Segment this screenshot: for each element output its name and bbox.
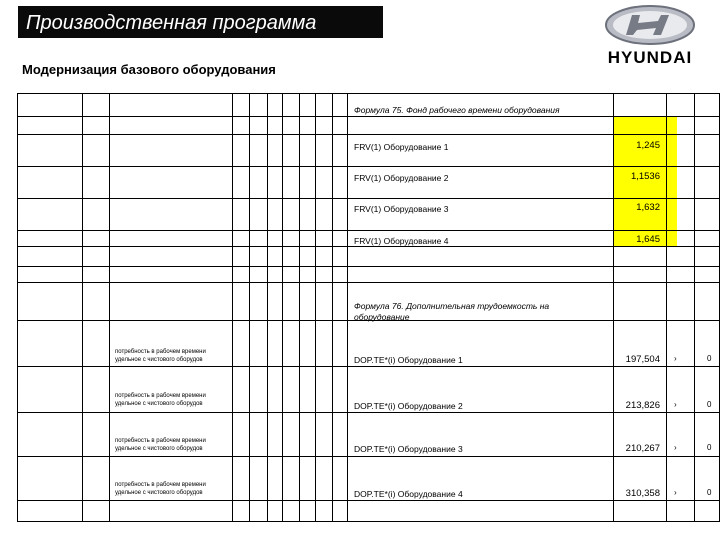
frv-value: 1,245	[636, 140, 660, 151]
row-note: потребность в рабочем времени	[115, 393, 206, 399]
dop-value: 213,826	[625, 400, 660, 411]
dop-label: DOP.TE*(i) Оборудование 2	[354, 401, 463, 411]
hyundai-logo	[586, 4, 714, 76]
dop-value: 197,504	[625, 354, 660, 365]
dop-extra: 0	[707, 354, 712, 363]
frv-value: 1,645	[636, 234, 660, 245]
page-title: Производственная программа	[26, 12, 317, 34]
dop-mark: ›	[674, 443, 677, 452]
frv-value: 1,1536	[630, 171, 660, 182]
dop-label: DOP.TE*(i) Оборудование 1	[354, 355, 463, 365]
row-note: потребность в рабочем времени	[115, 438, 206, 444]
header	[0, 0, 720, 67]
row-note: удельное с чистового оборудов	[115, 446, 203, 452]
dop-mark: ›	[674, 488, 677, 497]
frv-value: 1,632	[636, 202, 660, 213]
section2-heading-line2: оборудование	[354, 312, 410, 322]
dop-mark: ›	[674, 400, 677, 409]
data-table	[17, 93, 720, 522]
dop-extra: 0	[707, 443, 712, 452]
dop-value: 310,358	[625, 488, 660, 499]
frv-label: FRV(1) Оборудование 3	[354, 204, 449, 214]
row-note: удельное с чистового оборудов	[115, 490, 203, 496]
frv-label: FRV(1) Оборудование 4	[354, 236, 449, 246]
row-note: потребность в рабочем времени	[115, 349, 206, 355]
dop-label: DOP.TE*(i) Оборудование 3	[354, 444, 463, 454]
dop-extra: 0	[707, 400, 712, 409]
frv-label: FRV(1) Оборудование 2	[354, 173, 449, 183]
dop-extra: 0	[707, 488, 712, 497]
hyundai-emblem-icon	[586, 4, 714, 46]
frv-label: FRV(1) Оборудование 1	[354, 142, 449, 152]
page-subtitle: Модернизация базового оборудования	[22, 62, 276, 77]
dop-mark: ›	[674, 354, 677, 363]
dop-label: DOP.TE*(i) Оборудование 4	[354, 489, 463, 499]
section1-heading: Формула 75. Фонд рабочего времени оборудования	[354, 105, 560, 115]
row-note: потребность в рабочем времени	[115, 482, 206, 488]
section2-heading-line1: Формула 76. Дополнительная трудоемкость на	[354, 301, 550, 311]
row-note: удельное с чистового оборудов	[115, 357, 203, 363]
row-note: удельное с чистового оборудов	[115, 401, 203, 407]
dop-value: 210,267	[625, 443, 660, 454]
logo-wordmark: HYUNDAI	[607, 48, 693, 67]
